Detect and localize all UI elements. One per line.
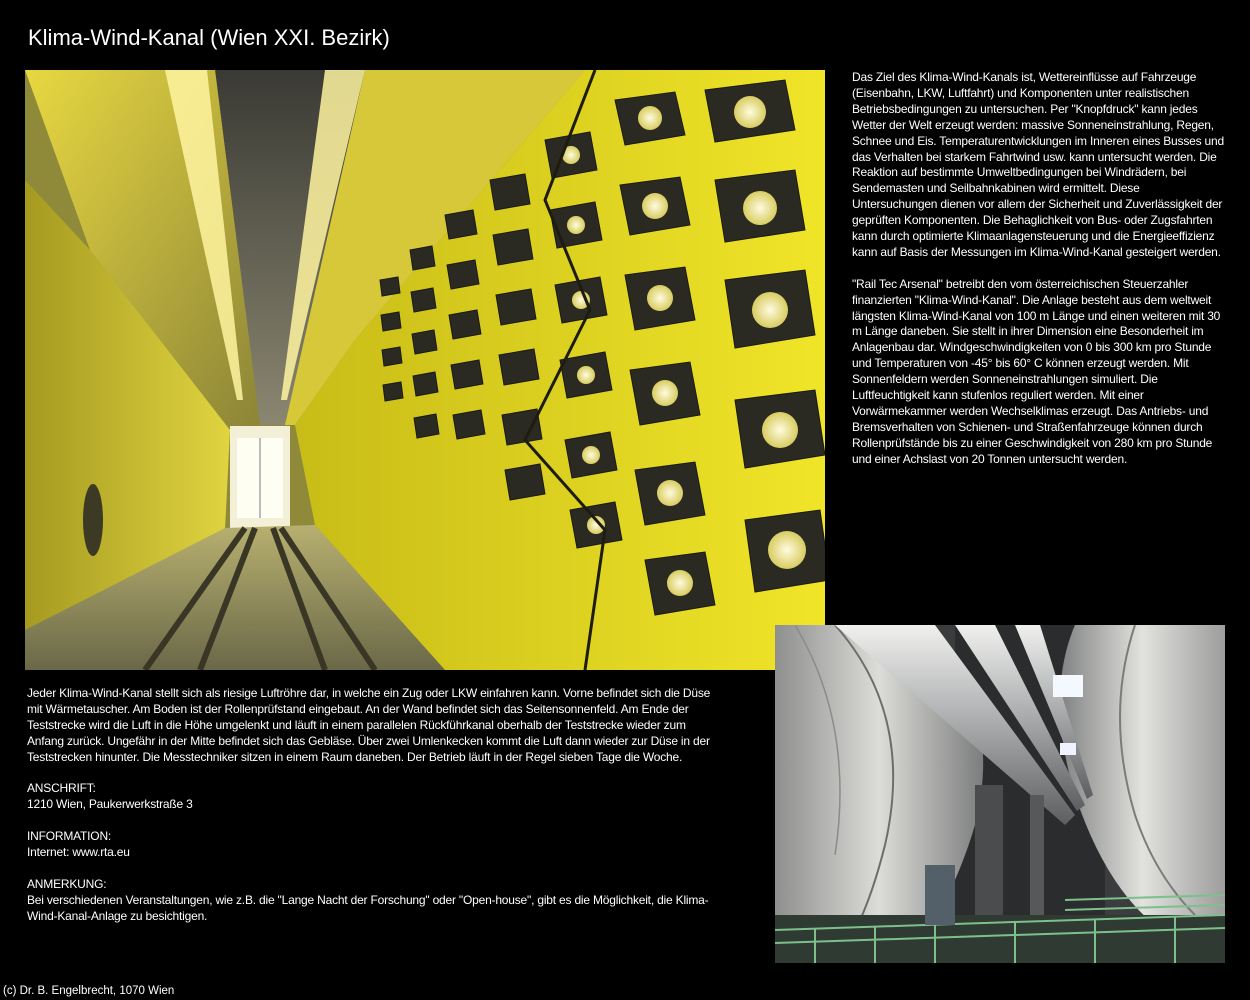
pipes-photo [775, 625, 1225, 963]
address-block [27, 781, 717, 813]
note-block [27, 877, 717, 925]
tunnel-photo-illustration [25, 70, 825, 670]
description-bottom [27, 686, 717, 925]
information-value: Internet: www.rta.eu [27, 845, 130, 860]
page-title: Klima-Wind-Kanal (Wien XXI. Bezirk) [28, 25, 390, 50]
note-label: ANMERKUNG: [27, 876, 107, 891]
pipes-photo-illustration [775, 625, 1225, 963]
description-paragraph-2: "Rail Tec Arsenal" betreibt den vom österreichischen Steuerzahler finanzierten "Klima-Wind-Kanal". Die Anlage besteht aus dem weltweit längsten Klima-Wind-Kanal von 100 m Länge und einen weiteren mit 30 m Länge daneben. Sie stellt in ihrer Dimension eine Besonderheit im Anlagenbau dar. Windgeschwindigkeiten von 0 bis 300 km pro Stunde und Temperaturen von -45° bis 60° C können erzeugt werden. Mit Sonnenfeldern werden Sonneneinstrahlungen simuliert. Die Luftfeuchtigkeit kann stufenlos reguliert werden. Mit einer Vorwärmekammer werden Wechselklimas erzeugt. Das Antriebs- und Bremsverhalten von Schienen- und Straßenfahrzeuge können durch Rollenprüfstände bis zu einer Geschwindigkeit von 280 km pro Stunde und einer Achslast von 20 Tonnen untersucht werden. [852, 276, 1221, 466]
address-label: ANSCHRIFT: [27, 781, 96, 796]
copyright-footer: (c) Dr. B. Engelbrecht, 1070 Wien [3, 985, 175, 997]
tunnel-photo [25, 70, 825, 670]
information-block [27, 829, 717, 861]
address-value: 1210 Wien, Paukerwerkstraße 3 [27, 797, 193, 812]
description-paragraph-1: Das Ziel des Klima-Wind-Kanals ist, Wettereinflüsse auf Fahrzeuge (Eisenbahn, LKW, Luftfahrt) und Komponenten unter realistischen Betriebsbedingungen zu untersuchen. Per "Knopfdruck" kann jedes Wetter der Welt erzeugt werden: massive Sonneneinstrahlung, Regen, Schnee und Eis. Temperaturentwicklungen im Inneren eines Busses und das Verhalten bei starkem Fahrtwind usw. kann untersucht werden. Die Reaktion auf bestimmte Umweltbedingungen bei Windrädern, bei Sendemasten und Seilbahnkabinen wird ermittelt. Diese Untersuchungen dienen vor allem der Sicherheit und Zuverlässigkeit der geprüften Komponenten. Die Behaglichkeit von Bus- oder Zugsfahrten kann durch optimierte Klimaanlagensteuerung und die Energieeffizienz kann auf Basis der Messungen im Klima-Wind-Kanal gesteigert werden. [852, 70, 1224, 259]
tunnel-description: Jeder Klima-Wind-Kanal stellt sich als riesige Luftröhre dar, in welche ein Zug oder LKW einfahren kann. Vorne befindet sich die Düse mit Wärmetauscher. Am Boden ist der Rollenprüfstand eingebaut. An der Wand befindet sich das Seitensonnenfeld. Am Ende der Teststrecke wird die Luft in die Höhe umgelenkt und läuft in einem parallelen Rückführkanal oberhalb der Teststrecke wieder zum Anfang zurück. Ungefähr in der Mitte befindet sich das Gebläse. Über zwei Umlenkecken kommt die Luft dann wieder zur Düse in der Teststrecken hinunter. Die Messtechniker sitzen in einem Raum daneben. Der Betrieb läuft in der Regel sieben Tage die Woche. [27, 686, 711, 764]
description-right [852, 70, 1224, 468]
note-value: Bei verschiedenen Veranstaltungen, wie z.B. die "Lange Nacht der Forschung" oder "Open-house", gibt es die Möglichkeit, die Klima-Wind-Kanal-Anlage zu besichtigen. [27, 892, 709, 923]
information-label: INFORMATION: [27, 829, 112, 844]
